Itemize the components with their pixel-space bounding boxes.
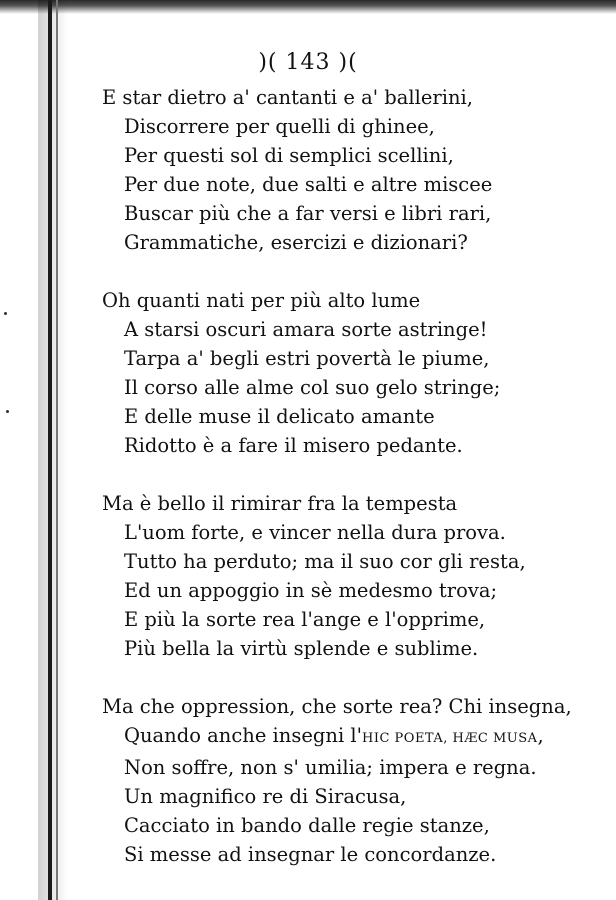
page-number: )( 143 )( (258, 50, 358, 75)
verse-line: Ridotto è a fare il misero pedante. (124, 434, 463, 457)
gutter-line-dark (48, 0, 52, 900)
verse-line: Si messe ad insegnar le concordanze. (124, 843, 497, 866)
verse-line: Ed un appoggio in sè medesmo trova; (124, 579, 498, 602)
book-binding-gutter (38, 0, 68, 900)
verse-line: E delle muse il delicato amante (124, 405, 435, 428)
verse-line: Discorrere per quelli di ghinee, (124, 115, 435, 138)
verse-line: Ma che oppression, che sorte rea? Chi insegna, (102, 695, 572, 718)
verse-line: Cacciato in bando dalle regie stanze, (124, 814, 490, 837)
verse-line: E più la sorte rea l'ange e l'opprime, (124, 608, 486, 631)
verse-line-with-small-caps (102, 721, 602, 753)
stanza-1 (102, 83, 602, 257)
gutter-line-light (56, 0, 58, 900)
verse-line: Oh quanti nati per più alto lume (102, 289, 421, 312)
gutter-shadow (38, 0, 68, 900)
verse-line: Non soffre, non s' umilia; impera e regna. (124, 756, 537, 779)
stanza-4 (102, 692, 602, 869)
verse-line: Buscar più che a far versi e libri rari, (124, 202, 492, 225)
small-caps-phrase: HIC POETA, HÆC MUSA (361, 731, 538, 746)
verse-line: Grammatiche, esercizi e dizionari? (124, 231, 468, 254)
verse-line: Un magnifico re di Siracusa, (124, 785, 407, 808)
verse-line: Ma è bello il rimirar fra la tempesta (102, 492, 458, 515)
verse-line: Più bella la virtù splende e sublime. (124, 637, 479, 660)
verse-line-end: , (537, 724, 544, 747)
verse-line: Tarpa a' begli estri povertà le piume, (124, 347, 490, 370)
margin-speck (4, 312, 7, 315)
stanza-2 (102, 286, 602, 460)
verse-line: Il corso alle alme col suo gelo stringe; (124, 376, 501, 399)
stanza-3 (102, 489, 602, 663)
verse-line: Per due note, due salti e altre miscee (124, 173, 493, 196)
page-top-edge (0, 0, 616, 14)
margin-speck (6, 410, 9, 413)
verse-line: Per questi sol di semplici scellini, (124, 144, 454, 167)
poem-text (102, 83, 602, 898)
verse-line: E star dietro a' cantanti e a' ballerini, (102, 86, 473, 109)
verse-line: A starsi oscuri amara sorte astringe! (124, 318, 488, 341)
verse-line: L'uom forte, e vincer nella dura prova. (124, 521, 506, 544)
verse-line: Tutto ha perduto; ma il suo cor gli resta, (124, 550, 526, 573)
verse-line-start: Quando anche insegni l' (124, 724, 362, 747)
